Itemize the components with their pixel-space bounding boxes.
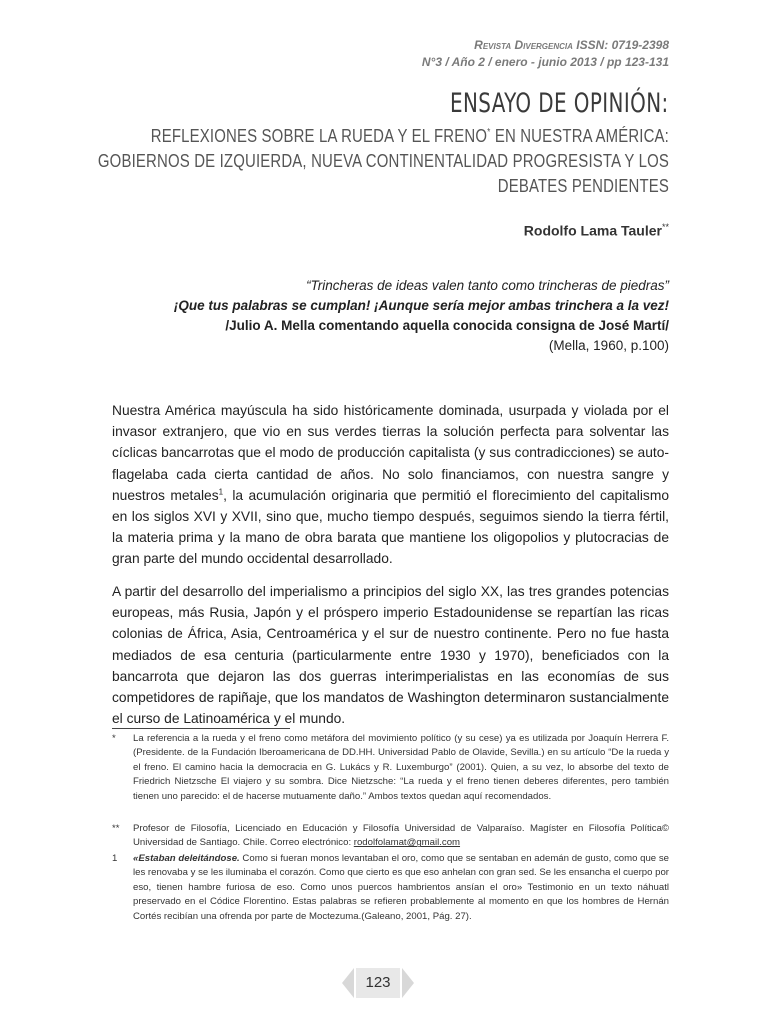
epigraph-line-3: /Julio A. Mella comentando aquella conocida consigna de José Martí/: [225, 318, 669, 333]
author-email-link[interactable]: rodolfolamat@gmail.com: [353, 837, 461, 849]
journal-issn: ISSN: 0719-2398: [572, 38, 669, 52]
body-paragraph-1: [112, 400, 669, 570]
journal-issue-line: N°3 / Año 2 / enero - junio 2013 / pp 123-131: [421, 55, 669, 69]
footnote-text: La referencia a la rueda y el freno como metáfora del movimiento político (y su cese) ya es utilizada por Joaquín Herrera F. (Presidente. de la Fundación Iberoamericana de DD.HH. Universidad Pablo de Olavide, Sevilla.) en su artículo “De la rueda y el freno. El camino hacia la democracia en G. Lukács y R. Luxemburgo” (2001). Quien, a su vez, lo absorbe del texto de Friedrich Nietzsche El viajero y su sombra. Dice Nietzsche: “La rueda y el freno tienen deberes diferentes, pero también tienen uno parecido: el de hacerse mutuamente daño.” Ambos textos quedan aquí recomendados.: [133, 733, 669, 802]
footnote-text-wrap: [133, 822, 669, 851]
title-footnote-mark: *: [487, 127, 491, 138]
footnote-ref-1[interactable]: 1: [218, 487, 224, 497]
footnote-asterisk: [112, 732, 669, 804]
journal-name-line: [422, 37, 669, 54]
epigraph-line-2: ¡Que tus palabras se cumplan! ¡Aunque sería mejor ambas trinchera a la vez!: [173, 298, 669, 313]
epigraph-line-1: “Trincheras de ideas valen tanto como trincheras de piedras”: [306, 278, 669, 293]
article-title-part1: REFLEXIONES SOBRE LA RUEDA Y EL FRENO: [150, 126, 488, 146]
footnote-mark: *: [112, 733, 116, 744]
paragraph-1-text-a: Nuestra América mayúscula ha sido históricamente dominada, usurpada y violada por el invasor extranjero, que vio en sus verdes tierras la solución perfecta para solventar las cíclicas bancarrotas que el modo de producción capitalista (y sus contradicciones) se auto-flagelaba cada cierta cantidad de años. No solo financiamos, con nuestra sangre y nuestros metales: [112, 403, 669, 503]
author-name: Rodolfo Lama Tauler: [523, 222, 662, 239]
section-title: ENSAYO DE OPINIÓN:: [450, 88, 669, 119]
article-title-part2: EN NUESTRA AMÉRICA: GOBIERNOS DE IZQUIERDA, NUEVA CONTINENTALIDAD PROGRESISTA Y LOS DEBATES PENDIENTES: [97, 126, 670, 196]
footnote-text: Como si fueran monos levantaban el oro, como que se sentaban en ademán de gusto, como que se les renovaba y se les iluminaba el corazón. Como que cierto es que eso anhelan con gran sed. Se les ensancha el cuerpo por eso, tienen hambre furiosa de eso. Como unos puercos hambrientos ansían el oro» Testimonio en un texto náhuatl preservado en el Códice Florentino. Estas palabras se refieren probablemente al momento en que los hombres de Hernán Cortés recibían una ofrenda por parte de Moctezuma.(Galeano, 2001, Pág. 27).: [133, 853, 669, 922]
author-line: [524, 222, 669, 239]
page-number-block: [342, 966, 414, 1000]
footnote-lead: «Estaban deleitándose.: [133, 853, 240, 864]
page-number: 123: [365, 974, 391, 991]
footnote-double-asterisk: [112, 822, 669, 851]
footnote-mark: 1: [112, 853, 118, 864]
footnote-1: [112, 852, 669, 924]
epigraph-citation: (Mella, 1960, p.100): [548, 338, 669, 353]
footnote-text: Profesor de Filosofía, Licenciado en Educación y Filosofía Universidad de Valparaíso. Magíster en Filosofía Política© Universidad de Santiago. Chile. Correo electrónico:: [133, 823, 669, 849]
right-arrow-icon: [402, 968, 414, 998]
footnote-text-wrap: [133, 852, 669, 924]
article-title: [88, 120, 669, 199]
paragraph-1-text-b: , la acumulación originaria que permitió el florecimiento del capitalismo en los siglos XVI y XVII, sino que, mucho tiempo después, seguimos siendo la tierra fértil, la materia prima y la mano de obra barata que mantiene los oligopolios y plutocracias de gran parte del mundo occidental desarrollado.: [112, 487, 670, 567]
author-footnote-mark: **: [661, 222, 669, 232]
journal-name: Revista Divergencia: [474, 38, 573, 52]
epigraph: [174, 276, 669, 356]
footnote-mark: **: [112, 823, 120, 834]
left-arrow-icon: [342, 968, 354, 998]
journal-header: [422, 37, 669, 71]
body-paragraph-2: A partir del desarrollo del imperialismo a principios del siglo XX, las tres grandes potencias europeas, más Rusia, Japón y el próspero imperio Estadounidense se repartían las ricas colonias de África, Asia, Centroamérica y el sur de nuestro continente. Pero no fue hasta mediados de esa centuria (particularmente entre 1930 y 1970), beneficiados con la bancarrota que dejaron las dos guerras interimperialistas en las economías de sus competidores de rapiñaje, que los mandatos de Washington determinaron sustancialmente el curso de Latinoamérica y el mundo.: [112, 584, 669, 727]
footnote-divider: [112, 728, 290, 729]
